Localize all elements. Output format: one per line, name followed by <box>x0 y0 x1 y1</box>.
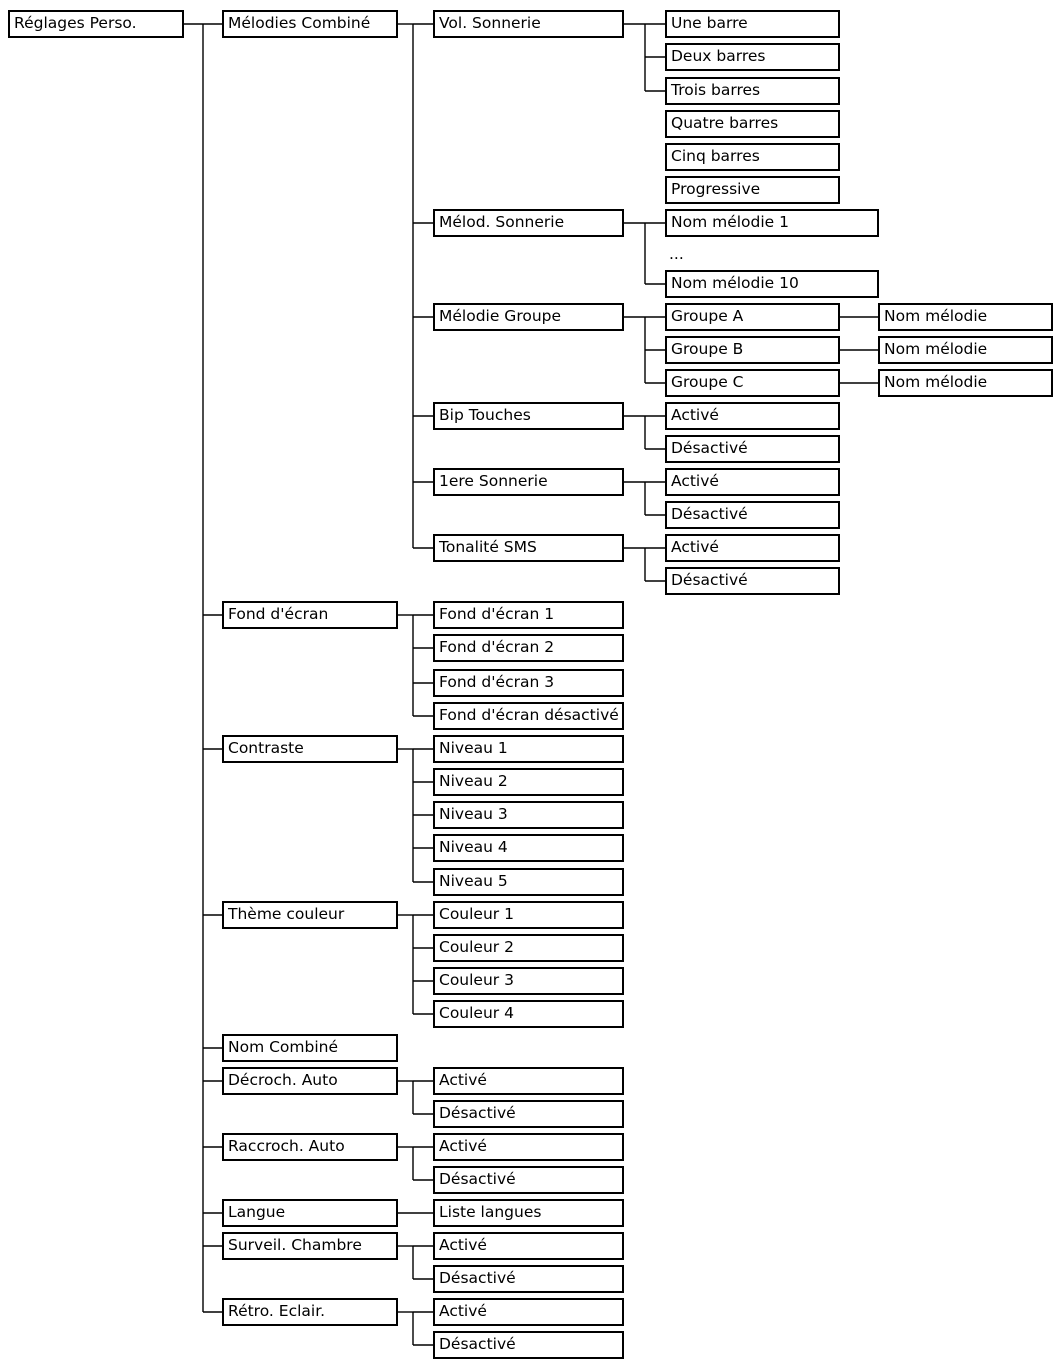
node-retro-active: Activé <box>433 1298 624 1326</box>
node-groupe-c-melodie: Nom mélodie <box>878 369 1053 397</box>
node-nom-melodie-1: Nom mélodie 1 <box>665 209 879 237</box>
node-reglages-perso: Réglages Perso. <box>8 10 184 38</box>
node-groupe-b: Groupe B <box>665 336 840 364</box>
node-niveau-5: Niveau 5 <box>433 868 624 896</box>
node-surveil-active: Activé <box>433 1232 624 1260</box>
node-deux-barres: Deux barres <box>665 43 840 71</box>
ellipsis-label: ... <box>669 245 684 263</box>
node-sonnerie1-desactive: Désactivé <box>665 501 840 529</box>
node-contraste: Contraste <box>222 735 398 763</box>
node-1ere-sonnerie: 1ere Sonnerie <box>433 468 624 496</box>
node-niveau-1: Niveau 1 <box>433 735 624 763</box>
node-surveil-desactive: Désactivé <box>433 1265 624 1293</box>
node-retro-eclair: Rétro. Eclair. <box>222 1298 398 1326</box>
node-raccroch-active: Activé <box>433 1133 624 1161</box>
node-sonnerie1-active: Activé <box>665 468 840 496</box>
node-couleur-3: Couleur 3 <box>433 967 624 995</box>
node-couleur-4: Couleur 4 <box>433 1000 624 1028</box>
node-melodie-groupe: Mélodie Groupe <box>433 303 624 331</box>
node-decroch-desactive: Désactivé <box>433 1100 624 1128</box>
node-sms-active: Activé <box>665 534 840 562</box>
node-langue: Langue <box>222 1199 398 1227</box>
node-raccroch-auto: Raccroch. Auto <box>222 1133 398 1161</box>
node-fond-ecran-2: Fond d'écran 2 <box>433 634 624 662</box>
node-fond-ecran-1: Fond d'écran 1 <box>433 601 624 629</box>
node-niveau-4: Niveau 4 <box>433 834 624 862</box>
node-fond-ecran-desactive: Fond d'écran désactivé <box>433 702 624 730</box>
node-cinq-barres: Cinq barres <box>665 143 840 171</box>
node-surveil-chambre: Surveil. Chambre <box>222 1232 398 1260</box>
node-retro-desactive: Désactivé <box>433 1331 624 1359</box>
node-groupe-a-melodie: Nom mélodie <box>878 303 1053 331</box>
node-melodies-combine: Mélodies Combiné <box>222 10 398 38</box>
node-couleur-2: Couleur 2 <box>433 934 624 962</box>
node-fond-ecran: Fond d'écran <box>222 601 398 629</box>
node-decroch-auto: Décroch. Auto <box>222 1067 398 1095</box>
node-groupe-b-melodie: Nom mélodie <box>878 336 1053 364</box>
node-nom-combine: Nom Combiné <box>222 1034 398 1062</box>
node-couleur-1: Couleur 1 <box>433 901 624 929</box>
node-raccroch-desactive: Désactivé <box>433 1166 624 1194</box>
node-theme-couleur: Thème couleur <box>222 901 398 929</box>
node-niveau-3: Niveau 3 <box>433 801 624 829</box>
node-vol-sonnerie: Vol. Sonnerie <box>433 10 624 38</box>
node-fond-ecran-3: Fond d'écran 3 <box>433 669 624 697</box>
node-sms-desactive: Désactivé <box>665 567 840 595</box>
node-melod-sonnerie: Mélod. Sonnerie <box>433 209 624 237</box>
node-liste-langues: Liste langues <box>433 1199 624 1227</box>
node-tonalite-sms: Tonalité SMS <box>433 534 624 562</box>
node-bip-touches: Bip Touches <box>433 402 624 430</box>
node-bip-active: Activé <box>665 402 840 430</box>
node-decroch-active: Activé <box>433 1067 624 1095</box>
node-trois-barres: Trois barres <box>665 77 840 105</box>
node-niveau-2: Niveau 2 <box>433 768 624 796</box>
node-bip-desactive: Désactivé <box>665 435 840 463</box>
node-groupe-a: Groupe A <box>665 303 840 331</box>
node-une-barre: Une barre <box>665 10 840 38</box>
node-quatre-barres: Quatre barres <box>665 110 840 138</box>
node-groupe-c: Groupe C <box>665 369 840 397</box>
node-nom-melodie-10: Nom mélodie 10 <box>665 270 879 298</box>
node-progressive: Progressive <box>665 176 840 204</box>
